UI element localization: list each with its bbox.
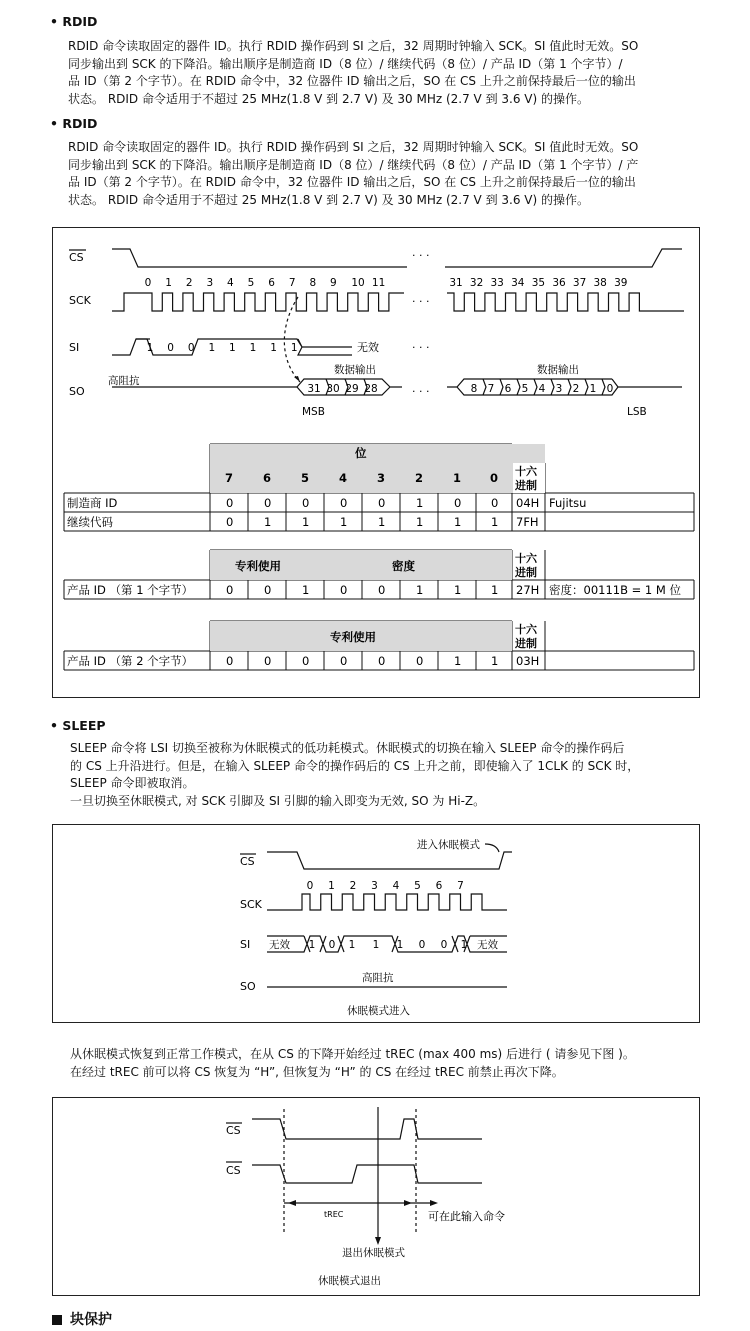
si-bit: 1 bbox=[460, 939, 468, 951]
si-invalid-label: 无效 bbox=[357, 341, 379, 354]
hex-header: 十六 bbox=[515, 552, 537, 565]
density-header: 密度 bbox=[392, 559, 415, 573]
sck-waveform-left bbox=[112, 293, 404, 311]
clock-number: 9 bbox=[330, 277, 337, 289]
sleep-paragraph bbox=[70, 740, 710, 810]
clock-number: 35 bbox=[531, 277, 546, 289]
sleep-line: 的 CS 上升沿进行。但是，在输入 SLEEP 命令的操作码后的 CS 上升之前，即使输入了 1CLK 的 SCK 时， bbox=[70, 758, 640, 773]
sleep-exit-diagram bbox=[52, 1097, 700, 1296]
arrow-head bbox=[294, 376, 300, 382]
sck-label: SCK bbox=[69, 294, 91, 307]
si-bit: 0 bbox=[440, 939, 448, 951]
dots-so: · · · bbox=[412, 385, 430, 398]
clock-number: 8 bbox=[309, 277, 317, 289]
row-note: Fujitsu bbox=[549, 496, 587, 510]
clock-number: 37 bbox=[572, 277, 587, 289]
hex-header: 进制 bbox=[515, 566, 537, 579]
bit-value: 1 bbox=[416, 496, 424, 510]
so-right-waveform bbox=[447, 379, 682, 395]
bit-value: 0 bbox=[340, 496, 348, 510]
section2-heading: • RDID bbox=[50, 116, 98, 131]
si2-invalid-left: 无效 bbox=[269, 939, 290, 951]
clock-numbers-left bbox=[145, 277, 386, 289]
clock-number: 1 bbox=[165, 277, 172, 289]
sleep-exit-caption: 休眠模式退出 bbox=[318, 1275, 381, 1287]
section2-paragraph bbox=[68, 139, 708, 209]
patent-header: 专利使用 bbox=[235, 559, 281, 573]
bit-value: 0 bbox=[226, 515, 234, 529]
clock-number: 6 bbox=[435, 880, 443, 892]
so2-hiz-label: 高阻抗 bbox=[362, 972, 394, 984]
bit-value: 1 bbox=[302, 515, 310, 529]
clock-number: 38 bbox=[593, 277, 607, 289]
recover-line: 在经过 tREC 前可以将 CS 恢复为 “H”, 但恢复为 “H” 的 CS 在经过 tREC 前禁止再次下降。 bbox=[70, 1064, 564, 1079]
table-header-bg bbox=[210, 444, 545, 493]
section1-line: RDID 命令读取固定的器件 ID。执行 RDID 操作码到 SI 之后，32 周期时钟输入 SCK。SI 值此时无效。SO bbox=[68, 39, 639, 53]
data-output-label-right: 数据输出 bbox=[537, 364, 579, 376]
bit-value: 0 bbox=[264, 654, 272, 668]
sleep-line: 一旦切换至休眠模式, 对 SCK 引脚及 SI 引脚的输入即变为无效, SO 为 Hi-Z。 bbox=[70, 793, 486, 808]
so-bit: 28 bbox=[364, 383, 378, 395]
cs2-waveform bbox=[267, 852, 512, 869]
clock-number: 7 bbox=[457, 880, 464, 892]
si-bit: 0 bbox=[418, 939, 426, 951]
bit-number: 7 bbox=[225, 471, 234, 485]
enter-pointer bbox=[485, 844, 499, 852]
sleep-line: SLEEP 命令即被取消。 bbox=[70, 776, 195, 790]
bit-value: 1 bbox=[454, 583, 462, 597]
hex-value: 03H bbox=[516, 654, 540, 668]
bit-value: 1 bbox=[491, 654, 499, 668]
si-start bbox=[112, 339, 150, 355]
cs-exit-waveform-2 bbox=[252, 1165, 482, 1183]
clock-number: 0 bbox=[144, 277, 152, 289]
si-bit: 0 bbox=[328, 939, 336, 951]
si-bit: 1 bbox=[372, 939, 380, 951]
si2-bit-labels bbox=[309, 939, 468, 951]
dots-sck: · · · bbox=[412, 295, 430, 308]
so-left-bit-labels bbox=[307, 383, 377, 395]
section1-line: 同步输出到 SCK 的下降沿。输出顺序是制造商 ID（8 位）/ 继续代码（8 位）/ 产品 ID（第 1 个字节）/ bbox=[68, 56, 623, 71]
so-bit: 5 bbox=[521, 383, 529, 395]
sck-waveform-right bbox=[447, 293, 684, 311]
enter-sleep-label: 进入休眠模式 bbox=[417, 839, 480, 851]
bit-value: 1 bbox=[491, 515, 499, 529]
clock-number: 6 bbox=[268, 277, 275, 289]
bit-number: 3 bbox=[377, 471, 386, 485]
bit-number: 0 bbox=[490, 471, 499, 485]
hex-header: 进制 bbox=[515, 637, 537, 650]
bit-value: 0 bbox=[378, 496, 386, 510]
hex-value: 7FH bbox=[516, 515, 539, 529]
si-bit: 1 bbox=[270, 342, 277, 354]
clock-number: 4 bbox=[392, 880, 400, 892]
exit-sleep-label: 退出休眠模式 bbox=[342, 1247, 405, 1259]
so-bit: 31 bbox=[307, 383, 321, 395]
clock-number: 1 bbox=[328, 880, 335, 892]
clock2-numbers bbox=[307, 880, 464, 892]
clock-number: 3 bbox=[206, 277, 214, 289]
data-output-label-left: 数据输出 bbox=[334, 364, 376, 376]
cs-exit-label-1: CS bbox=[226, 1124, 241, 1137]
so-bit: 29 bbox=[345, 383, 359, 395]
device-id-table bbox=[52, 427, 700, 692]
section1-line: 状态。 RDID 命令适用于不超过 25 MHz(1.8 V 到 2.7 V) 及 30 MHz (2.7 V 到 3.6 V) 的操作。 bbox=[68, 91, 589, 106]
clock-number: 33 bbox=[490, 277, 504, 289]
trec-arrow-right bbox=[404, 1200, 412, 1206]
clock-number: 5 bbox=[414, 880, 421, 892]
clock-number: 34 bbox=[511, 277, 525, 289]
bit-value: 0 bbox=[340, 654, 348, 668]
so-bit: 4 bbox=[538, 383, 546, 395]
lsb-label: LSB bbox=[627, 406, 647, 418]
block-protect-heading bbox=[52, 1309, 112, 1329]
can-input-label: 可在此输入命令 bbox=[428, 1210, 505, 1223]
clock-number: 32 bbox=[469, 277, 484, 289]
so-bit: 3 bbox=[555, 383, 563, 395]
bit-value: 0 bbox=[302, 654, 310, 668]
dots-si: · · · bbox=[412, 341, 430, 354]
recover-line: 从休眠模式恢复到正常工作模式，在从 CS 的下降开始经过 tREC (max 400 ms) 后进行 ( 请参见下图 )。 bbox=[70, 1047, 635, 1061]
so-bit: 6 bbox=[504, 383, 512, 395]
sck2-label: SCK bbox=[240, 898, 262, 911]
row-label: 产品 ID （第 1 个字节） bbox=[67, 583, 194, 597]
bit-value: 0 bbox=[226, 496, 234, 510]
section1-line: 品 ID（第 2 个字节）。在 RDID 命令中，32 位器件 ID 输出之后，SO 在 CS 上升之前保持最后一位的输出 bbox=[68, 74, 636, 88]
input-arrow-head bbox=[430, 1200, 438, 1206]
cs-label: CS bbox=[69, 251, 84, 264]
dots-cs: · · · bbox=[412, 249, 430, 262]
bit-value: 0 bbox=[416, 654, 424, 668]
si-bit: 1 bbox=[348, 939, 356, 951]
sleep-line: SLEEP 命令将 LSI 切换至被称为休眠模式的低功耗模式。休眠模式的切换在输入 SLEEP 命令的操作码后 bbox=[70, 741, 625, 755]
so-bit: 8 bbox=[470, 383, 478, 395]
si-bit: 1 bbox=[290, 342, 298, 354]
clock-number: 36 bbox=[552, 277, 566, 289]
clock-number: 5 bbox=[247, 277, 255, 289]
clock-number: 7 bbox=[288, 277, 296, 289]
so-label: SO bbox=[69, 385, 85, 398]
block-protect-title: 块保护 bbox=[70, 1312, 112, 1328]
bit-value: 0 bbox=[378, 583, 386, 597]
si-bit: 1 bbox=[208, 342, 216, 354]
section1-heading: • RDID bbox=[50, 14, 98, 29]
bit-header: 位 bbox=[355, 446, 367, 460]
so-bit: 30 bbox=[326, 383, 340, 395]
bit-value: 1 bbox=[378, 515, 386, 529]
clock-number: 0 bbox=[306, 880, 314, 892]
row-label: 制造商 ID bbox=[67, 496, 118, 510]
si-bit: 1 bbox=[249, 342, 257, 354]
msb-label: MSB bbox=[302, 406, 325, 418]
bit-value: 0 bbox=[340, 583, 348, 597]
bit-number: 2 bbox=[415, 471, 424, 485]
hex-header: 十六 bbox=[515, 465, 537, 478]
sck2-waveform bbox=[267, 894, 507, 910]
si-bit-labels bbox=[147, 342, 298, 354]
bit-value: 0 bbox=[264, 496, 272, 510]
recover-paragraph bbox=[70, 1046, 720, 1081]
bit-value: 1 bbox=[264, 515, 272, 529]
bit-value: 1 bbox=[454, 654, 462, 668]
cs-waveform bbox=[112, 249, 407, 267]
bit-number: 1 bbox=[453, 471, 462, 485]
section2-line: 品 ID（第 2 个字节）。在 RDID 命令中，32 位器件 ID 输出之后，SO 在 CS 上升之前保持最后一位的输出 bbox=[68, 175, 636, 189]
bit-value: 1 bbox=[454, 515, 462, 529]
bit-value: 0 bbox=[378, 654, 386, 668]
hex-value: 27H bbox=[516, 583, 540, 597]
si-bit: 0 bbox=[167, 342, 174, 354]
clock-number: 39 bbox=[614, 277, 628, 289]
si-bit: 0 bbox=[187, 342, 195, 354]
hex-value: 04H bbox=[516, 496, 540, 510]
clock-number: 4 bbox=[227, 277, 234, 289]
so-bit: 7 bbox=[487, 383, 495, 395]
cs-exit-label-2: CS bbox=[226, 1164, 241, 1177]
cs-exit-waveform-1 bbox=[252, 1119, 482, 1139]
clock-number: 31 bbox=[449, 277, 463, 289]
cs2-label: CS bbox=[240, 855, 255, 868]
si-bit: 1 bbox=[308, 939, 316, 951]
bit-value: 1 bbox=[340, 515, 348, 529]
bit-value: 0 bbox=[491, 496, 499, 510]
sleep-heading: • SLEEP bbox=[50, 718, 106, 733]
bit-number: 4 bbox=[339, 471, 348, 485]
clock-number: 2 bbox=[185, 277, 193, 289]
bit-value: 1 bbox=[302, 583, 310, 597]
so-bit: 1 bbox=[589, 383, 597, 395]
bit-number: 5 bbox=[301, 471, 310, 485]
si-bit: 1 bbox=[396, 939, 404, 951]
so2-label: SO bbox=[240, 980, 256, 993]
row-label: 继续代码 bbox=[67, 515, 113, 529]
so-hiz-label: 高阻抗 bbox=[108, 375, 140, 387]
hex-header: 十六 bbox=[515, 623, 537, 636]
bit-value: 0 bbox=[302, 496, 310, 510]
clock-number: 10 bbox=[351, 277, 365, 289]
section2-line: 同步输出到 SCK 的下降沿。输出顺序是制造商 ID（8 位）/ 继续代码（8 位）/ 产品 ID（第 1 个字节）/ 产 bbox=[68, 157, 639, 172]
hex-header: 进制 bbox=[515, 479, 537, 492]
clock-number: 3 bbox=[371, 880, 378, 892]
so-bit: 0 bbox=[606, 383, 614, 395]
clock-numbers-right bbox=[449, 277, 627, 289]
so-right-bit-labels bbox=[471, 383, 614, 395]
exit-arrow-head bbox=[375, 1237, 381, 1245]
section2-line: 状态。 RDID 命令适用于不超过 25 MHz(1.8 V 到 2.7 V) 及 30 MHz (2.7 V 到 3.6 V) 的操作。 bbox=[68, 192, 589, 207]
patent-header: 专利使用 bbox=[330, 630, 376, 644]
bit-number: 6 bbox=[263, 471, 272, 485]
clock-number: 2 bbox=[349, 880, 357, 892]
so-bit: 2 bbox=[572, 383, 580, 395]
bit-value: 1 bbox=[416, 515, 424, 529]
si-label: SI bbox=[69, 341, 80, 354]
bit-value: 0 bbox=[264, 583, 272, 597]
bit-value: 0 bbox=[226, 654, 234, 668]
bit-value: 0 bbox=[226, 583, 234, 597]
section2-line: RDID 命令读取固定的器件 ID。执行 RDID 操作码到 SI 之后，32 周期时钟输入 SCK。SI 值此时无效。SO bbox=[68, 140, 639, 154]
trec-label: tREC bbox=[324, 1210, 344, 1219]
bit-value: 0 bbox=[454, 496, 462, 510]
row-label: 产品 ID （第 2 个字节） bbox=[67, 654, 194, 668]
si2-invalid-right: 无效 bbox=[477, 939, 498, 951]
rdid-timing-diagram bbox=[52, 227, 700, 427]
si-bit: 1 bbox=[229, 342, 236, 354]
clock-number: 11 bbox=[371, 277, 386, 289]
section1-paragraph bbox=[68, 38, 708, 108]
cs-waveform-end bbox=[445, 249, 682, 267]
sleep-entry-caption: 休眠模式进入 bbox=[347, 1005, 410, 1017]
trec-arrow-left bbox=[288, 1200, 296, 1206]
si2-waveform bbox=[267, 936, 507, 952]
bit-value: 1 bbox=[416, 583, 424, 597]
square-bullet-icon bbox=[52, 1315, 62, 1325]
row-note: 密度：00111B = 1 M 位 bbox=[549, 583, 681, 597]
bit-value: 1 bbox=[491, 583, 499, 597]
si2-label: SI bbox=[240, 938, 251, 951]
sleep-entry-diagram bbox=[52, 824, 700, 1023]
si-bit: 1 bbox=[146, 342, 154, 354]
